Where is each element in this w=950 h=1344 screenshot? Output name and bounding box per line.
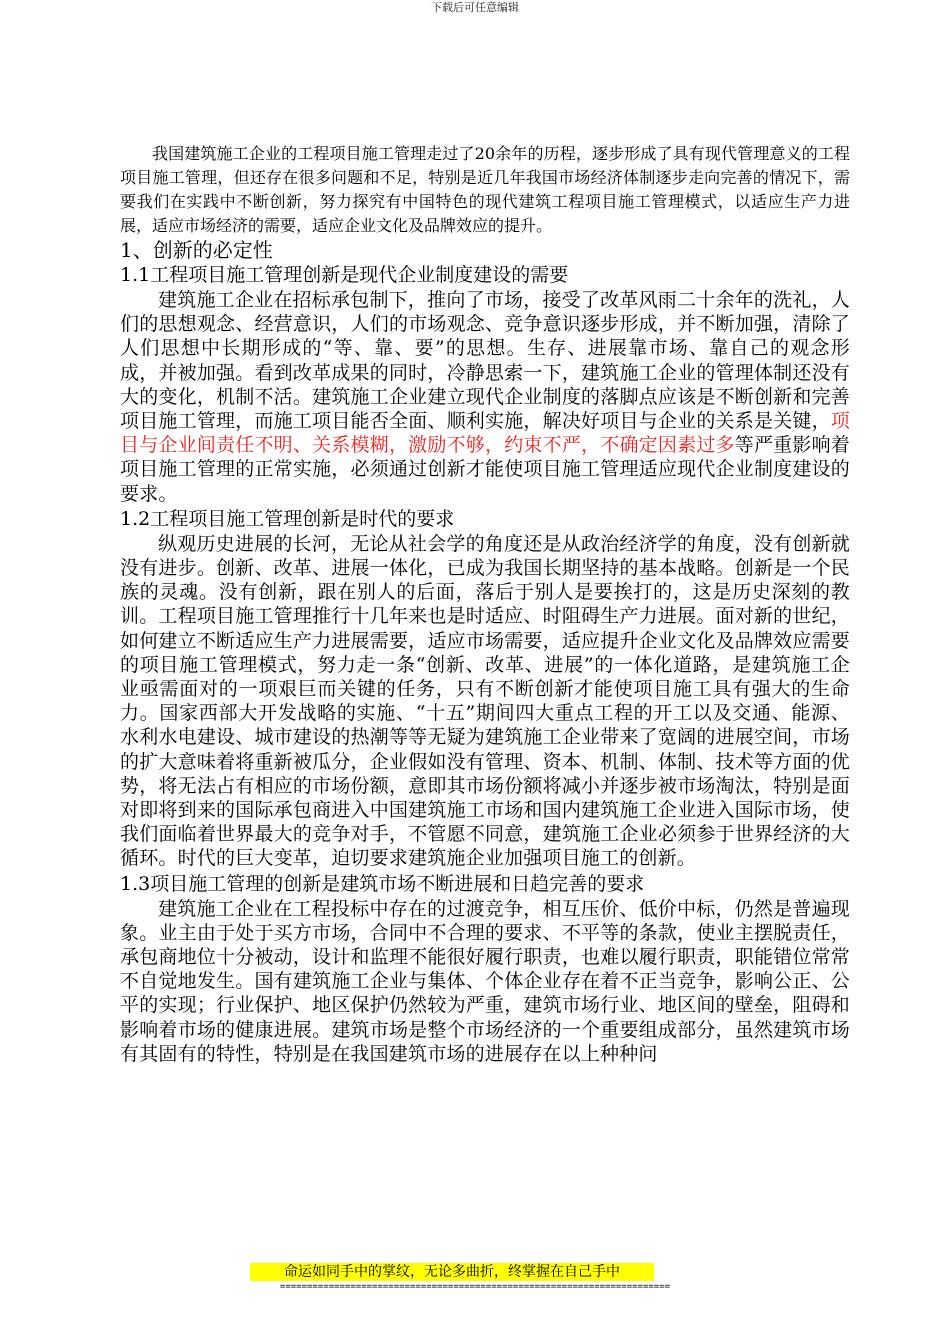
section-1-3-heading: 1.3项目施工管理的创新是建筑市场不断进展和日趋完善的要求 <box>120 872 645 895</box>
section-1-2-heading: 1.2工程项目施工管理创新是时代的要求 <box>120 507 455 530</box>
document-body <box>120 142 850 1066</box>
intro-paragraph: 我国建筑施工企业的工程项目施工管理走过了20余年的历程，逐步形成了具有现代管理意义的工程项目施工管理，但还存在很多问题和不足，特别是近几年我国市场经济体制逐步走向完善的情况下，需要我们在实践中不断创新，努力探究有中国特色的现代建筑工程项目施工管理模式，以适应生产力进展，适应市场经济的需要，适应企业文化及品牌效应的提升。 <box>120 144 850 235</box>
footer-motto: 命运如同手中的掌纹，无论多曲折，终掌握在自己手中 <box>250 1263 654 1281</box>
section-1-1-heading: 1.1工程项目施工管理创新是现代企业制度建设的需要 <box>120 264 569 286</box>
section-1-heading: 1、创新的必定性 <box>120 238 273 262</box>
section-1-1-paragraph <box>120 288 850 506</box>
section-1-1-highlight: 项目与企业间责任不明、关系模糊，激励不够，约束不严，不确定因素过多 <box>120 410 850 457</box>
section-1-1-text-b: 等严重影响着项目施工管理的正常实施，必须通过创新才能使项目施工管理适应现代企业制度建设的要求。 <box>120 434 851 505</box>
footer-divider: ======================================================================== <box>279 1282 671 1292</box>
page-header: 下载后可任意编辑 <box>431 1 519 14</box>
section-1-3-paragraph: 建筑施工企业在工程投标中存在的过渡竞争，相互压价、低价中标，仍然是普遍现象。业主由于处于买方市场，合同中不合理的要求、不平等的条款，使业主摆脱责任，承包商地位十分被动，设计和监理不能很好履行职责，也难以履行职责，职能错位常常不自觉地发生。国有建筑施工企业与集体、个体企业存在着不正当竞争，影响公正、公平的实现；行业保护、地区保护仍然较为严重，建筑市场行业、地区间的壁垒，阻碍和影响着市场的健康进展。建筑市场是整个市场经济的一个重要组成部分，虽然建筑市场有其固有的特性，特别是在我国建筑市场的进展存在以上种种问 <box>120 897 850 1065</box>
section-1-1-text-a: 建筑施工企业在招标承包制下，推向了市场，接受了改革风雨二十余年的洗礼，人们的思想观念、经营意识，人们的市场观念、竞争意识逐步形成，并不断加强，清除了人们思想中长期形成的“等、靠、要”的思想。生存、进展靠市场、靠自己的观念形成，并被加强。看到改革成果的同时，冷静思索一下，建筑施工企业的管理体制还没有大的变化，机制不活。建筑施工企业建立现代企业制度的落脚点应该是不断创新和完善项目施工管理，而施工项目能否全面、顺利实施，解决好项目与企业的关系是关键， <box>120 289 850 433</box>
section-1-2-paragraph: 纵观历史进展的长河，无论从社会学的角度还是从政治经济学的角度，没有创新就没有进步。创新、改革、进展一体化，已成为我国长期坚持的基本战略。创新是一个民族的灵魂。没有创新，跟在别人的后面，落后于别人是要挨打的，这是历史深刻的教训。工程项目施工管理推行十几年来也是时适应、时阻碍生产力进展。面对新的世纪，如何建立不断适应生产力进展需要，适应市场需要，适应提升企业文化及品牌效应需要的项目施工管理模式，努力走一条“创新、改革、进展”的一体化道路，是建筑施工企业亟需面对的一项艰巨而关键的任务，只有不断创新才能使项目施工具有强大的生命力。国家西部大开发战略的实施、“十五”期间四大重点工程的开工以及交通、能源、水利水电建设、城市建设的热潮等等无疑为建筑施工企业带来了宽阔的进展空间，市场的扩大意味着将重新被瓜分，企业假如没有管理、资本、机制、体制、技术等方面的优势，将无法占有相应的市场份额，意即其市场份额将减小并逐步被市场淘汰，特别是面对即将到来的国际承包商进入中国建筑施工市场和国内建筑施工企业进入国际市场，使我们面临着世界最大的竞争对手，不管愿不同意，建筑施工企业必须参于世界经济的大循环。时代的巨大变革，迫切要求建筑施企业加强项目施工的创新。 <box>120 532 850 870</box>
